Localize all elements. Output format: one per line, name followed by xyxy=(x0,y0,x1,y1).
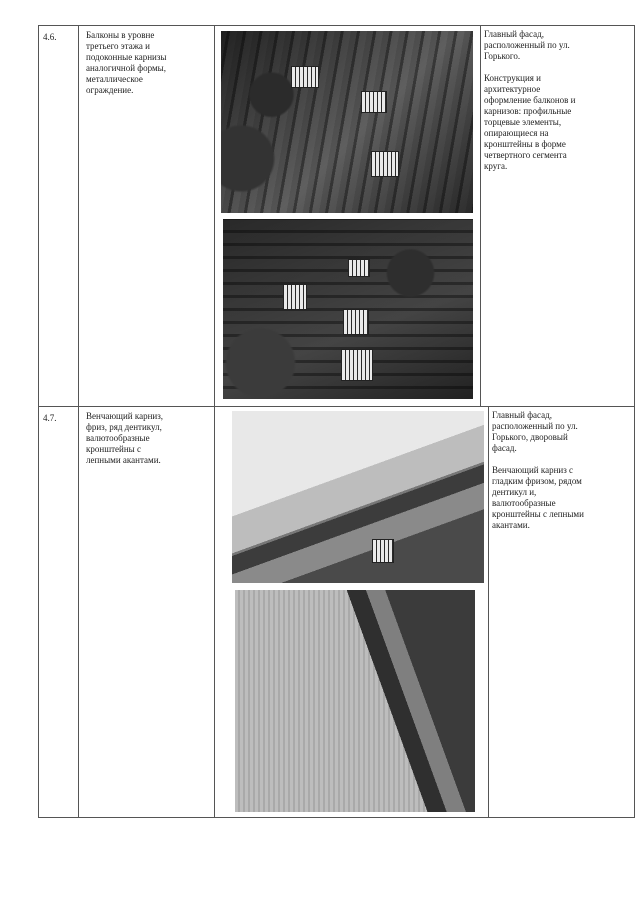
balcony-photo-top xyxy=(221,31,473,213)
location-note: Главный фасад, расположенный по ул. Горького, дворовый фасад. Венчающий карниз с гладким фризом, рядом дентикул и, валютообразные кронштейны с лепными акантами. xyxy=(492,410,584,530)
element-description: Венчающий карниз, фриз, ряд дентикул, валютообразные кронштейны с лепными акантами. xyxy=(86,411,164,465)
cornice-photo-top xyxy=(232,411,484,583)
element-description: Балконы в уровне третьего этажа и подоконные карнизы аналогичной формы, металлическое ограждение. xyxy=(86,30,167,95)
table-row-4-7 xyxy=(38,406,635,818)
cornice-brackets-photo-bottom xyxy=(235,590,475,812)
row-number: 4.6. xyxy=(43,32,57,42)
table-row-4-6 xyxy=(38,25,635,407)
location-note: Главный фасад, расположенный по ул. Горького. Конструкция и архитектурное оформление балконов и карнизов: профильные торцевые элементы, опирающиеся на кронштейны в форме четвертного сегмента круга. xyxy=(484,29,576,171)
facade-photo-bottom xyxy=(223,219,473,399)
row-number: 4.7. xyxy=(43,413,57,423)
